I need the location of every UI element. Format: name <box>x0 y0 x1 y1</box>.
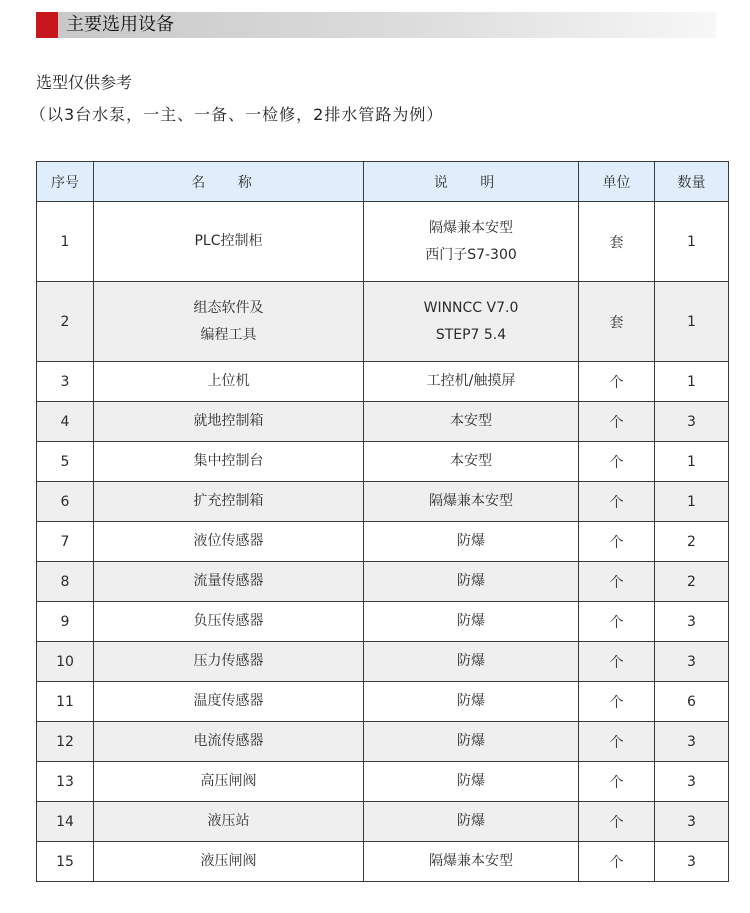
equipment-table <box>36 161 729 882</box>
cell-qty: 1 <box>655 362 729 402</box>
cell-desc-line: 隔爆兼本安型 <box>429 853 513 869</box>
cell-unit: 个 <box>579 842 655 882</box>
cell-unit: 个 <box>579 482 655 522</box>
cell-unit: 个 <box>579 562 655 602</box>
cell-no: 11 <box>37 682 94 722</box>
table-body <box>37 202 729 882</box>
cell-qty: 3 <box>655 642 729 682</box>
cell-desc <box>364 602 579 642</box>
table-row <box>37 802 729 842</box>
table-row <box>37 722 729 762</box>
cell-qty: 1 <box>655 482 729 522</box>
table-row <box>37 562 729 602</box>
cell-name-line: 压力传感器 <box>193 653 264 669</box>
cell-unit: 个 <box>579 602 655 642</box>
cell-name-line: 负压传感器 <box>193 613 264 629</box>
cell-qty: 3 <box>655 602 729 642</box>
section-title: 主要选用设备 <box>66 14 174 35</box>
cell-desc-line: 防爆 <box>457 693 485 709</box>
cell-qty: 1 <box>655 202 729 282</box>
cell-desc <box>364 722 579 762</box>
col-header-desc: 说 明 <box>364 162 579 202</box>
cell-name-line: 流量传感器 <box>193 573 264 589</box>
cell-unit: 个 <box>579 522 655 562</box>
cell-qty: 3 <box>655 802 729 842</box>
cell-desc-line: 本安型 <box>450 413 492 429</box>
cell-name-line: 扩充控制箱 <box>193 493 264 509</box>
cell-unit: 个 <box>579 362 655 402</box>
cell-name <box>94 602 364 642</box>
cell-qty: 2 <box>655 522 729 562</box>
cell-name-line: 高压闸阀 <box>200 773 257 789</box>
table-row <box>37 402 729 442</box>
col-header-unit: 单位 <box>579 162 655 202</box>
cell-no: 3 <box>37 362 94 402</box>
cell-name <box>94 842 364 882</box>
cell-unit: 个 <box>579 642 655 682</box>
cell-name-line: 上位机 <box>207 373 250 389</box>
cell-name <box>94 402 364 442</box>
table-row <box>37 762 729 802</box>
cell-no: 9 <box>37 602 94 642</box>
cell-unit: 个 <box>579 762 655 802</box>
cell-unit: 套 <box>579 282 655 362</box>
cell-qty: 3 <box>655 402 729 442</box>
cell-desc-line: 防爆 <box>457 533 485 549</box>
cell-unit: 个 <box>579 402 655 442</box>
cell-name-line: 液压闸阀 <box>200 853 257 869</box>
cell-desc <box>364 442 579 482</box>
col-header-qty: 数量 <box>655 162 729 202</box>
cell-qty: 6 <box>655 682 729 722</box>
cell-qty: 3 <box>655 722 729 762</box>
cell-desc <box>364 402 579 442</box>
cell-desc-line: 防爆 <box>457 733 485 749</box>
cell-desc <box>364 362 579 402</box>
cell-desc-line: 本安型 <box>450 453 492 469</box>
cell-unit: 套 <box>579 202 655 282</box>
cell-name <box>94 362 364 402</box>
cell-desc <box>364 522 579 562</box>
table-row <box>37 282 729 362</box>
table-row <box>37 362 729 402</box>
cell-no: 6 <box>37 482 94 522</box>
cell-name-line: 组态软件及 <box>193 299 264 316</box>
cell-desc <box>364 562 579 602</box>
cell-name <box>94 202 364 282</box>
cell-unit: 个 <box>579 722 655 762</box>
section-title-bar <box>36 12 716 38</box>
cell-name-line: 液压站 <box>207 813 250 829</box>
cell-name-line: 就地控制箱 <box>193 413 264 429</box>
cell-unit: 个 <box>579 682 655 722</box>
cell-desc-line: WINNCC V7.0 <box>423 299 519 316</box>
cell-desc <box>364 482 579 522</box>
title-accent-mark <box>36 12 58 38</box>
cell-name <box>94 802 364 842</box>
cell-name-line: 电流传感器 <box>193 733 264 749</box>
cell-no: 1 <box>37 202 94 282</box>
table-row <box>37 522 729 562</box>
cell-no: 7 <box>37 522 94 562</box>
cell-name <box>94 282 364 362</box>
cell-no: 2 <box>37 282 94 362</box>
cell-qty: 1 <box>655 282 729 362</box>
cell-desc-line: STEP7 5.4 <box>435 326 507 343</box>
table-row <box>37 442 729 482</box>
cell-qty: 3 <box>655 762 729 802</box>
cell-desc-line: 隔爆兼本安型 <box>429 493 513 509</box>
cell-no: 8 <box>37 562 94 602</box>
table-header-row <box>37 162 729 202</box>
cell-name <box>94 442 364 482</box>
cell-no: 4 <box>37 402 94 442</box>
cell-qty: 1 <box>655 442 729 482</box>
cell-unit: 个 <box>579 442 655 482</box>
cell-desc-line: 防爆 <box>457 613 485 629</box>
cell-no: 13 <box>37 762 94 802</box>
cell-name <box>94 682 364 722</box>
cell-desc <box>364 802 579 842</box>
cell-name <box>94 642 364 682</box>
cell-desc-line: 西门子S7-300 <box>425 246 517 263</box>
cell-name <box>94 522 364 562</box>
table-row <box>37 842 729 882</box>
cell-desc <box>364 642 579 682</box>
cell-name-line: 集中控制台 <box>193 453 264 469</box>
cell-name <box>94 722 364 762</box>
col-header-name: 名 称 <box>94 162 364 202</box>
col-header-no: 序号 <box>37 162 94 202</box>
cell-name <box>94 762 364 802</box>
cell-qty: 2 <box>655 562 729 602</box>
cell-no: 10 <box>37 642 94 682</box>
cell-desc-line: 工控机/触摸屏 <box>426 373 516 389</box>
note-reference: 选型仅供参考 <box>36 73 133 92</box>
cell-qty: 3 <box>655 842 729 882</box>
table-row <box>37 482 729 522</box>
cell-desc <box>364 202 579 282</box>
cell-no: 15 <box>37 842 94 882</box>
cell-no: 12 <box>37 722 94 762</box>
table-row <box>37 682 729 722</box>
cell-desc <box>364 682 579 722</box>
cell-no: 5 <box>37 442 94 482</box>
cell-desc <box>364 842 579 882</box>
table-row <box>37 642 729 682</box>
table-row <box>37 202 729 282</box>
cell-desc-line: 防爆 <box>457 573 485 589</box>
cell-desc <box>364 762 579 802</box>
cell-name <box>94 562 364 602</box>
cell-name-line: 液位传感器 <box>193 533 264 549</box>
cell-desc <box>364 282 579 362</box>
table-row <box>37 602 729 642</box>
cell-no: 14 <box>37 802 94 842</box>
cell-desc-line: 防爆 <box>457 813 485 829</box>
cell-desc-line: 防爆 <box>457 773 485 789</box>
cell-name-line: 编程工具 <box>200 326 257 343</box>
cell-desc-line: 防爆 <box>457 653 485 669</box>
cell-desc-line: 隔爆兼本安型 <box>429 219 513 236</box>
cell-name-line: 温度传感器 <box>193 693 264 709</box>
note-example: （以3台水泵，一主、一备、一检修，2排水管路为例） <box>30 105 444 124</box>
cell-name-line: PLC控制柜 <box>194 233 263 249</box>
cell-unit: 个 <box>579 802 655 842</box>
cell-name <box>94 482 364 522</box>
